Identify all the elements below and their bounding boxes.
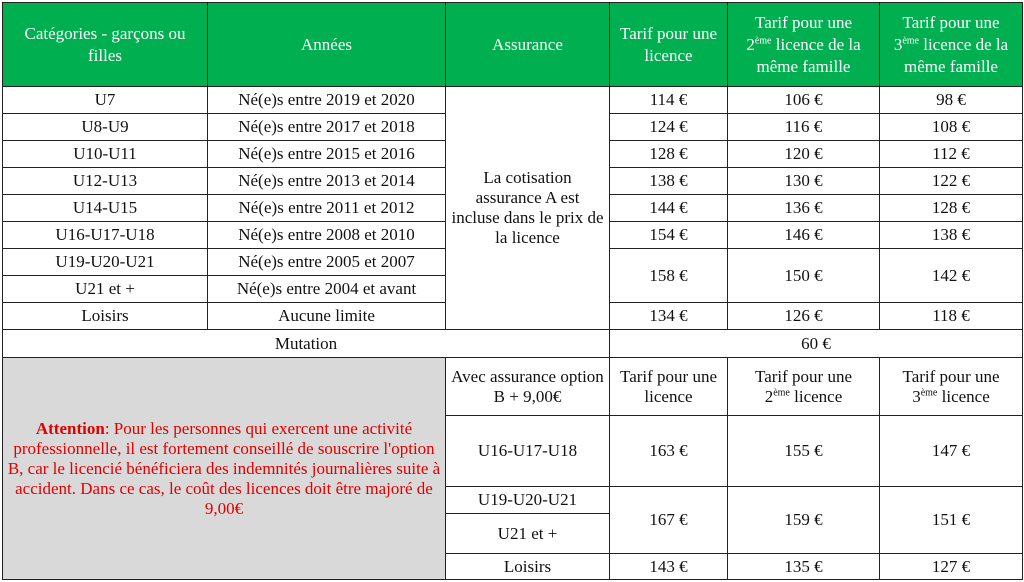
price-one-cell: 138 € bbox=[610, 168, 728, 195]
price-one-cell: 128 € bbox=[610, 141, 728, 168]
price-second-cell: 136 € bbox=[728, 195, 880, 222]
price-second-cell: 116 € bbox=[728, 114, 880, 141]
option-b-price-third-header: Tarif pour une 3ème licence bbox=[880, 358, 1023, 416]
years-cell: Né(e)s entre 2005 et 2007 bbox=[208, 249, 446, 276]
price-third-cell: 127 € bbox=[880, 554, 1023, 580]
category-cell: U21 et + bbox=[446, 514, 610, 554]
category-cell: U16-U17-U18 bbox=[3, 222, 208, 249]
price-third-cell: 122 € bbox=[880, 168, 1023, 195]
price-second-cell: 159 € bbox=[728, 487, 880, 554]
price-one-cell: 167 € bbox=[610, 487, 728, 554]
price-one-cell: 143 € bbox=[610, 554, 728, 580]
header-row bbox=[3, 3, 1023, 87]
years-cell: Né(e)s entre 2004 et avant bbox=[208, 276, 446, 303]
price-third-cell: 151 € bbox=[880, 487, 1023, 554]
price-one-cell: 124 € bbox=[610, 114, 728, 141]
price-third-cell: 118 € bbox=[880, 303, 1023, 330]
header-category: Catégories - garçons ou filles bbox=[3, 3, 208, 87]
category-cell: U21 et + bbox=[3, 276, 208, 303]
attention-note bbox=[3, 358, 446, 580]
mutation-label: Mutation bbox=[3, 330, 610, 358]
years-cell: Né(e)s entre 2011 et 2012 bbox=[208, 195, 446, 222]
attention-text: : Pour les personnes qui exercent une activité professionnelle, il est fortement conseillé de souscrire l'option B, car le licencié bénéficiera des indemnités journalières suite à accident. Dans ce cas, le coût des licences doit être majoré de 9,00€ bbox=[7, 418, 441, 518]
price-one-cell: 163 € bbox=[610, 416, 728, 487]
option-b-price-second-header: Tarif pour une 2ème licence bbox=[728, 358, 880, 416]
price-one-cell: 154 € bbox=[610, 222, 728, 249]
price-second-cell: 126 € bbox=[728, 303, 880, 330]
price-second-cell: 120 € bbox=[728, 141, 880, 168]
header-price-third: Tarif pour une 3ème licence de la même famille bbox=[880, 3, 1023, 87]
price-one-cell: 158 € bbox=[610, 249, 728, 303]
years-cell: Né(e)s entre 2008 et 2010 bbox=[208, 222, 446, 249]
price-one-cell: 134 € bbox=[610, 303, 728, 330]
header-price-second: Tarif pour une 2ème licence de la même famille bbox=[728, 3, 880, 87]
pricing-table bbox=[2, 2, 1023, 580]
price-third-cell: 112 € bbox=[880, 141, 1023, 168]
price-third-cell: 108 € bbox=[880, 114, 1023, 141]
years-cell: Né(e)s entre 2013 et 2014 bbox=[208, 168, 446, 195]
price-second-cell: 106 € bbox=[728, 87, 880, 114]
years-cell: Né(e)s entre 2015 et 2016 bbox=[208, 141, 446, 168]
price-third-cell: 128 € bbox=[880, 195, 1023, 222]
price-one-cell: 114 € bbox=[610, 87, 728, 114]
years-cell: Aucune limite bbox=[208, 303, 446, 330]
price-one-cell: 144 € bbox=[610, 195, 728, 222]
price-second-cell: 135 € bbox=[728, 554, 880, 580]
table-row bbox=[3, 87, 1023, 114]
years-cell: Né(e)s entre 2017 et 2018 bbox=[208, 114, 446, 141]
header-insurance: Assurance bbox=[446, 3, 610, 87]
category-cell: Loisirs bbox=[446, 554, 610, 580]
price-second-cell: 146 € bbox=[728, 222, 880, 249]
price-third-cell: 142 € bbox=[880, 249, 1023, 303]
price-second-cell: 155 € bbox=[728, 416, 880, 487]
header-years: Années bbox=[208, 3, 446, 87]
category-cell: U19-U20-U21 bbox=[446, 487, 610, 514]
price-third-cell: 147 € bbox=[880, 416, 1023, 487]
mutation-row bbox=[3, 330, 1023, 358]
category-cell: U7 bbox=[3, 87, 208, 114]
category-cell: U8-U9 bbox=[3, 114, 208, 141]
years-cell: Né(e)s entre 2019 et 2020 bbox=[208, 87, 446, 114]
option-b-price-one-header: Tarif pour une licence bbox=[610, 358, 728, 416]
price-second-cell: 130 € bbox=[728, 168, 880, 195]
category-cell: U10-U11 bbox=[3, 141, 208, 168]
price-third-cell: 98 € bbox=[880, 87, 1023, 114]
option-b-insurance-header: Avec assurance option B + 9,00€ bbox=[446, 358, 610, 416]
header-price-one: Tarif pour une licence bbox=[610, 3, 728, 87]
category-cell: U14-U15 bbox=[3, 195, 208, 222]
insurance-note: La cotisation assurance A est incluse dans le prix de la licence bbox=[446, 87, 610, 330]
category-cell: U12-U13 bbox=[3, 168, 208, 195]
option-b-header-row bbox=[3, 358, 1023, 416]
price-third-cell: 138 € bbox=[880, 222, 1023, 249]
price-second-cell: 150 € bbox=[728, 249, 880, 303]
category-cell: U19-U20-U21 bbox=[3, 249, 208, 276]
category-cell: Loisirs bbox=[3, 303, 208, 330]
mutation-price: 60 € bbox=[610, 330, 1023, 358]
attention-label: Attention bbox=[35, 418, 105, 438]
category-cell: U16-U17-U18 bbox=[446, 416, 610, 487]
